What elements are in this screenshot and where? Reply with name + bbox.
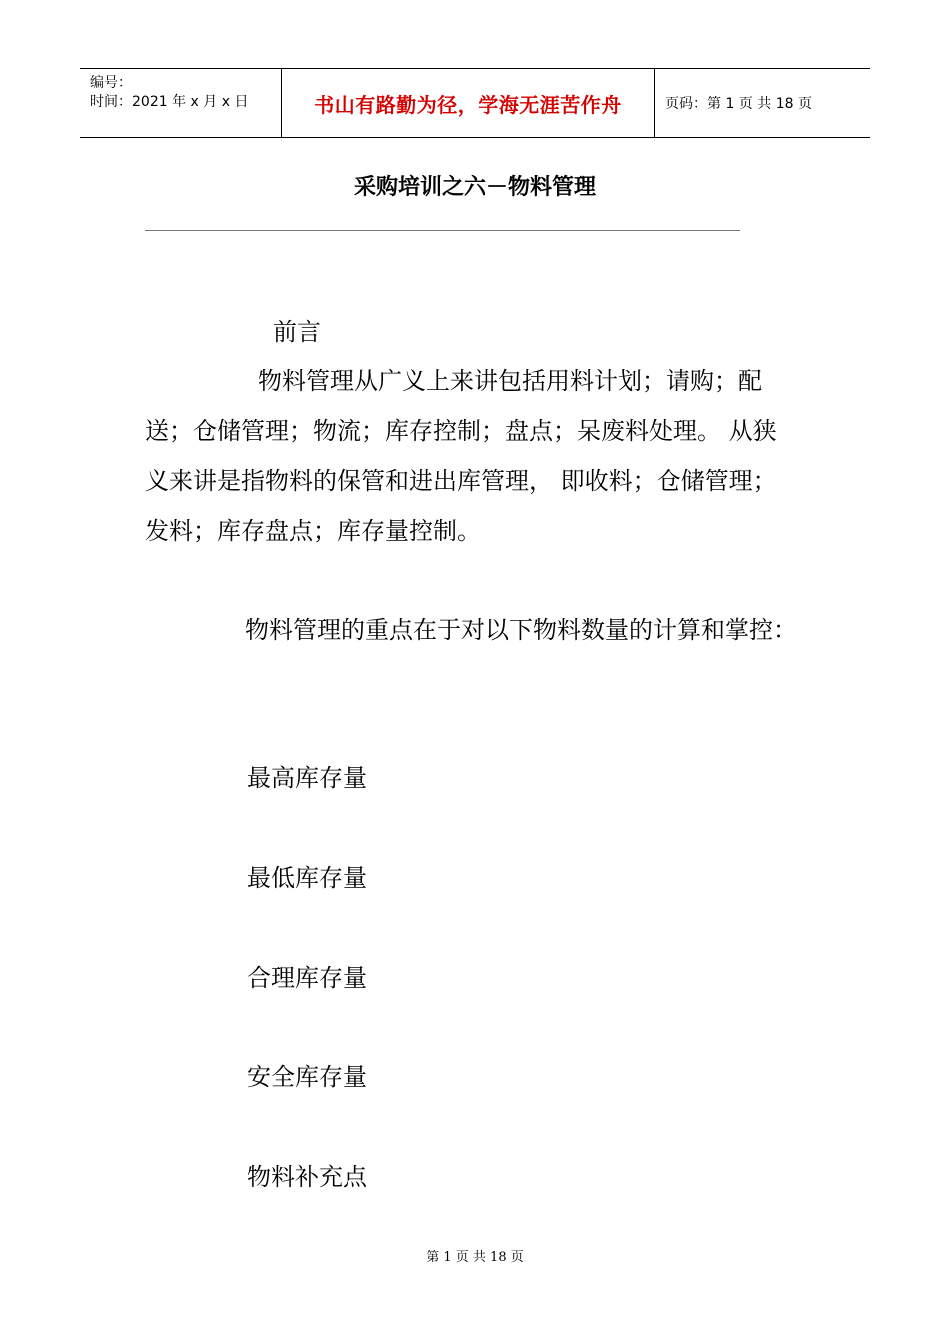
list-item: 最低库存量 [247,864,367,892]
document-time-label: 时间：2021 年 x 月 x 日 [90,94,249,110]
document-title: 采购培训之六－物料管理 [353,175,596,200]
title-divider [145,230,740,231]
list-item: 物料补充点 [247,1163,367,1191]
list-item: 合理库存量 [247,964,367,992]
list-item: 安全库存量 [247,1063,367,1091]
paragraph-definition: 物料管理从广义上来讲包括用料计划；请购；配送；仓储管理；物流；库存控制；盘点；呆废料处理。 从狭义来讲是指物料的保管和进出库管理， 即收料；仓储管理；发料；库存盘点；库存量控制。 [145,367,777,545]
header-meta-cell [80,69,282,137]
paragraph-focus: 物料管理的重点在于对以下物料数量的计算和掌控： [245,616,797,644]
header-motto: 书山有路勤为径，学海无涯苦作舟 [314,92,622,117]
page-footer: 第 1 页 共 18 页 [426,1250,524,1265]
list-item: 最高库存量 [247,764,367,792]
document-number-label: 编号： [90,75,132,91]
preface-heading: 前言 [273,318,321,346]
header-table [80,68,870,138]
header-motto-cell [282,69,655,137]
header-page-info: 页码：第 1 页 共 18 页 [665,96,812,112]
